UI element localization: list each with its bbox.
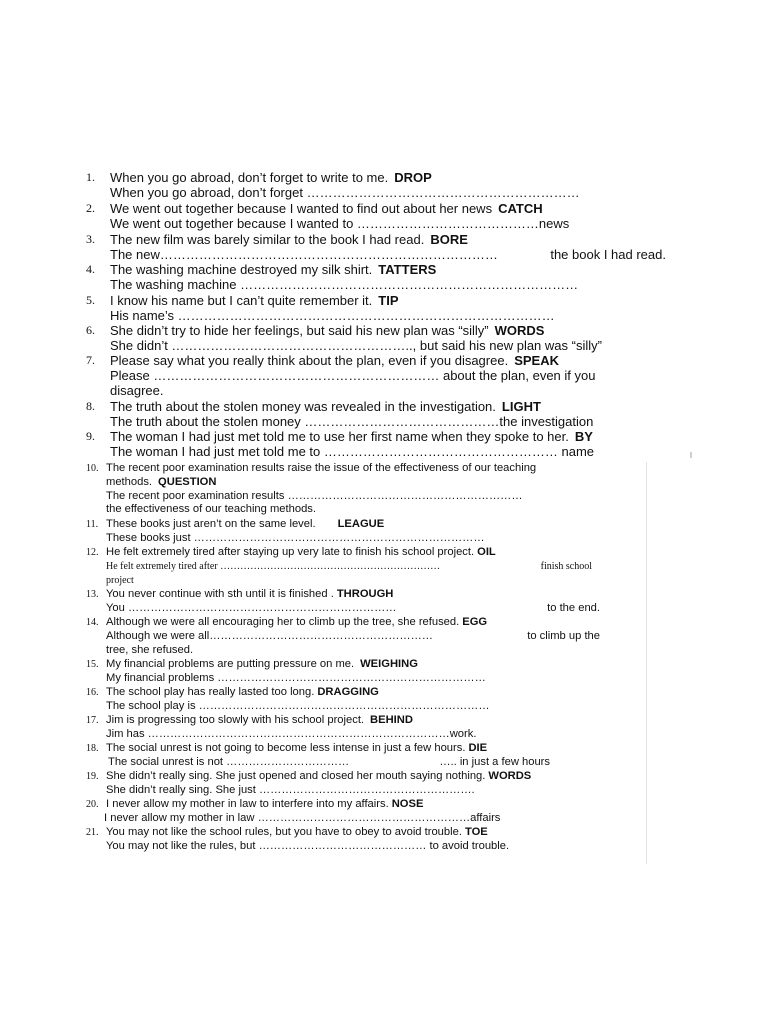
prompt-sentence: The recent poor examination results raise the issue of the effectiveness of our teaching: [106, 462, 537, 474]
answer-line[interactable]: I never allow my mother in law …………………………………………………affairs: [104, 811, 501, 824]
answer-line-continued: tree, she refused.: [106, 643, 194, 656]
prompt-sentence: These books just aren’t on the same level.: [106, 518, 316, 530]
keyword: TOE: [464, 826, 488, 838]
prompt-sentence: You never continue with sth until it is finished .: [106, 588, 334, 600]
prompt-sentence: My financial problems are putting pressure on me.: [106, 658, 355, 670]
item-number: 4.: [86, 262, 95, 276]
item-number: 20.: [86, 799, 99, 810]
exercise-item-4: [88, 262, 660, 292]
exercise-item-13: [88, 588, 660, 616]
item-number: 17.: [86, 715, 99, 726]
item-number: 5.: [86, 293, 95, 307]
item-number: 7.: [86, 353, 95, 367]
item-number: 16.: [86, 687, 99, 698]
item-number: 13.: [86, 589, 99, 600]
answer-line[interactable]: The recent poor examination results ………………………………………………………: [106, 489, 523, 502]
item-number: 1.: [86, 170, 95, 184]
item-number: 2.: [86, 201, 95, 215]
item-number: 19.: [86, 771, 99, 782]
prompt-sentence: I never allow my mother in law to interfere into my affairs.: [106, 798, 389, 810]
keyword: DRAGGING: [317, 686, 379, 698]
keyword: BY: [574, 429, 593, 444]
exercise-item-15: [88, 658, 660, 686]
keyword: QUESTION: [158, 475, 217, 488]
exercise-item-8: [88, 399, 660, 429]
answer-line-end: finish school: [540, 560, 592, 572]
item-number: 11.: [86, 519, 99, 530]
exercise-item-5: [88, 293, 660, 323]
answer-line[interactable]: She didn’t really sing. She just ………………………………………………….: [106, 783, 475, 796]
exercise-item-2: [88, 201, 660, 231]
prompt-sentence: He felt extremely tired after staying up very late to finish his school project.: [106, 546, 475, 558]
answer-line[interactable]: The woman I had just met told me to ……………………………………………… name: [110, 444, 595, 460]
keyword: OIL: [477, 546, 496, 558]
prompt-sentence: We went out together because I wanted to find out about her news: [110, 201, 493, 216]
item-number: 18.: [86, 743, 99, 754]
item-number: 9.: [86, 429, 95, 443]
item-number: 6.: [86, 323, 95, 337]
prompt-sentence: I know his name but I can’t quite remember it.: [110, 293, 373, 308]
keyword: BEHIND: [370, 714, 413, 726]
item-number: 12.: [86, 547, 99, 558]
prompt-sentence: The truth about the stolen money was revealed in the investigation.: [110, 399, 496, 414]
prompt-sentence: The school play has really lasted too long.: [106, 686, 315, 698]
answer-line-continued: disagree.: [110, 383, 164, 399]
exercise-item-7: [88, 353, 660, 399]
exercise-item-1: [88, 170, 660, 200]
exercise-item-11: [88, 518, 660, 546]
keyword: THROUGH: [336, 588, 394, 600]
answer-line[interactable]: The washing machine ……………………………………………………………………: [110, 277, 579, 293]
keyword: LEAGUE: [337, 518, 385, 530]
answer-line-end: to the end.: [547, 601, 600, 614]
answer-line[interactable]: We went out together because I wanted to ……………………………………news: [110, 216, 570, 232]
answer-line[interactable]: You ………………………………………………………………: [106, 601, 397, 614]
prompt-sentence-continued: methods.: [106, 475, 153, 488]
prompt-sentence: She didn’t really sing. She just opened and closed her mouth saying nothing.: [106, 770, 486, 782]
keyword: BORE: [430, 232, 468, 247]
answer-line[interactable]: Jim has ………………………………………………………………………work.: [106, 727, 477, 740]
keyword: LIGHT: [501, 399, 541, 414]
answer-line[interactable]: You may not like the rules, but ……………………………………… to avoid trouble.: [106, 839, 510, 852]
prompt-sentence: Please say what you really think about the plan, even if you disagree.: [110, 353, 509, 368]
answer-line[interactable]: He felt extremely tired after …………………………………………………………: [106, 560, 441, 572]
prompt-sentence: She didn’t try to hide her feelings, but said his new plan was “silly”: [110, 323, 489, 338]
item-number: 3.: [86, 232, 95, 246]
answer-line-end: to climb up the: [527, 629, 600, 642]
exercise-item-10: [88, 462, 660, 517]
answer-line-end: the book I had read.: [550, 247, 666, 263]
item-number: 10.: [86, 463, 99, 474]
keyword: DROP: [394, 170, 432, 185]
answer-line[interactable]: His name’s ……………………………………………………………………………: [110, 308, 555, 324]
answer-line[interactable]: The school play is ……………………………………………………………………: [106, 699, 490, 712]
prompt-sentence: The social unrest is not going to become less intense in just a few hours.: [106, 742, 466, 754]
exercise-item-21: [88, 826, 660, 854]
item-number: 21.: [86, 827, 99, 838]
answer-line[interactable]: The new……………………………………………………………………: [110, 247, 498, 263]
keyword: TATTERS: [378, 262, 437, 277]
answer-line-continued: the effectiveness of our teaching methods.: [106, 503, 317, 516]
exercise-item-16: [88, 686, 660, 714]
prompt-sentence: When you go abroad, don’t forget to write to me.: [110, 170, 389, 185]
exercise-item-18: [88, 742, 660, 770]
answer-line[interactable]: My financial problems ………………………………………………………………: [106, 671, 486, 684]
keyword: TIP: [378, 293, 399, 308]
exercise-item-17: [88, 714, 660, 742]
keyword: EGG: [462, 616, 488, 628]
exercise-item-6: [88, 323, 660, 353]
prompt-sentence: The new film was barely similar to the book I had read.: [110, 232, 425, 247]
exercise-item-14: [88, 616, 660, 657]
prompt-sentence: The washing machine destroyed my silk shirt.: [110, 262, 373, 277]
keyword: NOSE: [391, 798, 424, 810]
keyword: WEIGHING: [360, 658, 418, 670]
item-number: 14.: [86, 617, 99, 628]
keyword: WORDS: [494, 323, 545, 338]
answer-line[interactable]: The social unrest is not ……………………………: [108, 755, 350, 768]
exercise-item-3: [86, 232, 666, 263]
item-number: 8.: [86, 399, 95, 413]
exercise-item-12: [88, 546, 660, 587]
scan-mark: [690, 452, 692, 458]
answer-line[interactable]: Please ………………………………………………………… about the plan, even if you: [110, 368, 596, 384]
answer-line[interactable]: The truth about the stolen money ………………………………………the investigation: [110, 414, 594, 430]
exercise-item-9: [88, 429, 660, 459]
answer-line[interactable]: When you go abroad, don’t forget ………………………………………………………: [110, 185, 580, 201]
answer-line[interactable]: Although we were all……………………………………………………: [106, 629, 433, 642]
prompt-sentence: You may not like the school rules, but you have to obey to avoid trouble.: [106, 826, 462, 838]
answer-line[interactable]: She didn’t ……………………………………………….., but said his new plan was “silly”: [110, 338, 602, 354]
scan-edge-line: [646, 462, 647, 864]
item-number: 15.: [86, 659, 99, 670]
answer-line-continued: project: [106, 574, 134, 586]
keyword: SPEAK: [514, 353, 559, 368]
exercise-item-20: [88, 798, 660, 826]
answer-line-end: ….. in just a few hours: [439, 755, 550, 768]
keyword: CATCH: [498, 201, 543, 216]
answer-line[interactable]: These books just ……………………………………………………………………: [106, 531, 485, 544]
prompt-sentence: The woman I had just met told me to use her first name when they spoke to her.: [110, 429, 569, 444]
prompt-sentence: Jim is progressing too slowly with his school project.: [106, 714, 365, 726]
exercise-item-19: [88, 770, 660, 798]
keyword: DIE: [468, 742, 488, 754]
keyword: WORDS: [488, 770, 532, 782]
prompt-sentence: Although we were all encouraging her to climb up the tree, she refused.: [106, 616, 460, 628]
